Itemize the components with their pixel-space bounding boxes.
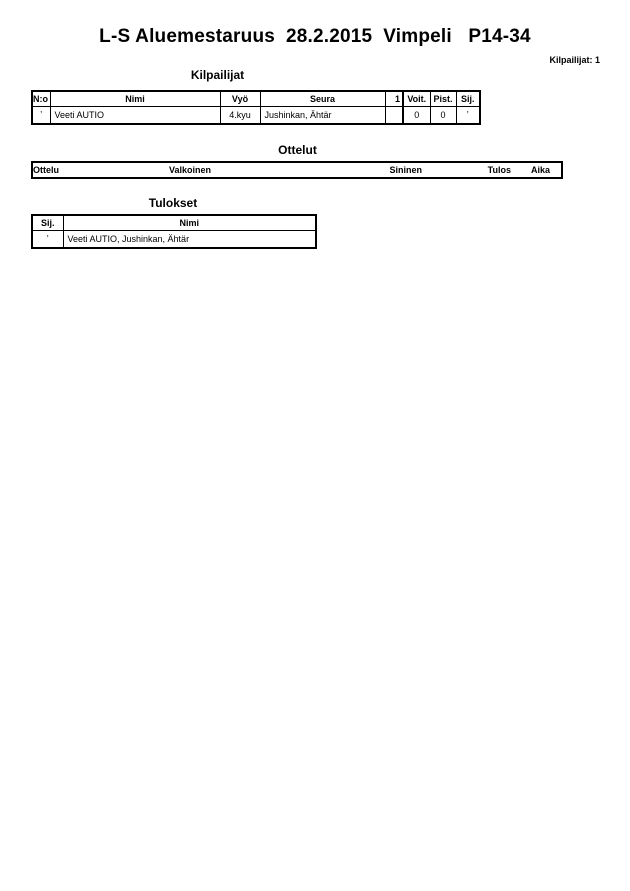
competitors-table — [31, 90, 481, 125]
col-header-belt: Vyö — [220, 91, 260, 107]
tulokset-heading: Tulokset — [148, 196, 198, 210]
competitor-count: Kilpailijat: 1 — [549, 55, 600, 65]
col-header-wins: Voit. — [403, 91, 430, 107]
col-header-place: Sij. — [456, 91, 480, 107]
col-header-name: Nimi — [50, 91, 220, 107]
page-title: L-S Aluemestaruus 28.2.2015 Vimpeli P14-34 — [99, 26, 531, 47]
col-header-time: Aika — [530, 165, 550, 175]
cell-wins: 0 — [403, 107, 430, 125]
cell-points: 0 — [430, 107, 456, 125]
col-header-round-1: 1 — [385, 91, 403, 107]
table-header-row — [32, 91, 480, 107]
col-header-place: Sij. — [32, 215, 63, 231]
table-row — [32, 231, 316, 249]
cell-name: Veeti AUTIO, Jushinkan, Ähtär — [63, 231, 316, 249]
cell-round-1 — [385, 107, 403, 125]
col-header-club: Seura — [260, 91, 385, 107]
cell-name: Veeti AUTIO — [50, 107, 220, 125]
matches-table — [31, 161, 563, 179]
cell-club: Jushinkan, Ähtär — [260, 107, 385, 125]
col-header-white: Valkoinen — [168, 165, 212, 175]
col-header-result: Tulos — [487, 165, 511, 175]
ottelut-heading: Ottelut — [278, 143, 317, 157]
cell-no: ʼ — [32, 107, 50, 125]
cell-place: ʼ — [456, 107, 480, 125]
kilpailijat-heading: Kilpailijat — [190, 68, 245, 82]
col-header-name: Nimi — [63, 215, 316, 231]
col-header-points: Pist. — [430, 91, 456, 107]
results-table — [31, 214, 317, 249]
col-header-match: Ottelu — [33, 165, 59, 175]
table-header-row — [32, 162, 562, 178]
col-header-no: N:o — [32, 91, 50, 107]
cell-belt: 4.kyu — [220, 107, 260, 125]
table-row — [32, 107, 480, 125]
col-header-blue: Sininen — [389, 165, 422, 175]
table-header-row — [32, 215, 316, 231]
cell-place: ʼ — [32, 231, 63, 249]
